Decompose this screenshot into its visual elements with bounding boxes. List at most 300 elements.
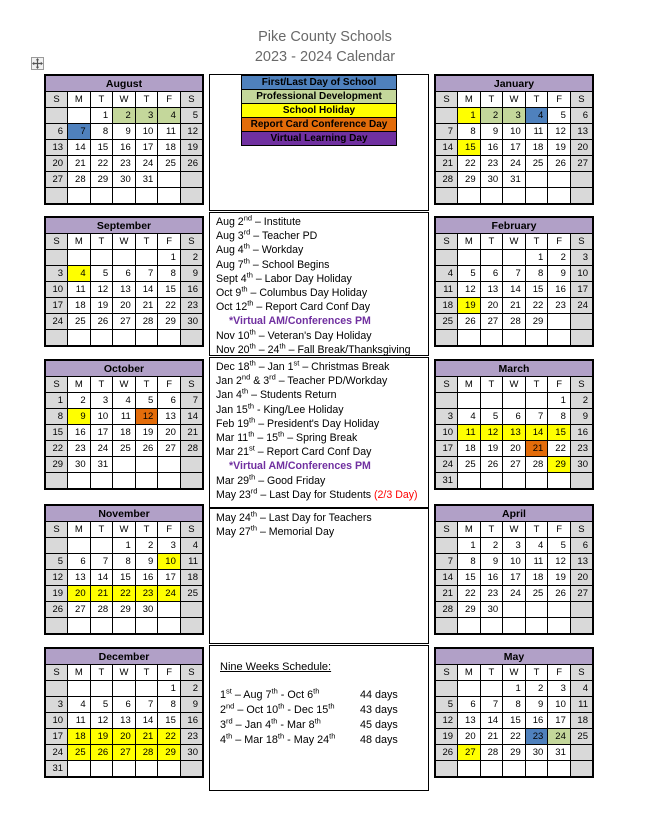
day-cell: 11 <box>68 713 91 729</box>
day-cell: 25 <box>158 156 181 172</box>
calendar-october <box>44 359 204 490</box>
month-grid <box>434 74 594 205</box>
empty-cell <box>180 330 203 347</box>
day-of-week-header: T <box>480 92 503 108</box>
nine-weeks-title: Nine Weeks Schedule: <box>220 661 332 673</box>
day-cell: 27 <box>113 745 136 761</box>
day-cell: 18 <box>458 441 481 457</box>
day-cell: 16 <box>548 282 571 298</box>
day-cell: 17 <box>45 729 68 745</box>
empty-cell <box>570 188 593 205</box>
day-of-week-header: W <box>503 522 526 538</box>
day-cell: 13 <box>570 554 593 570</box>
day-cell: 18 <box>525 570 548 586</box>
empty-cell <box>480 250 503 266</box>
day-cell: 11 <box>525 124 548 140</box>
empty-cell <box>158 618 181 635</box>
day-cell: 12 <box>435 713 458 729</box>
day-cell: 19 <box>45 586 68 602</box>
day-cell: 28 <box>435 172 458 188</box>
day-cell: 21 <box>180 425 203 441</box>
day-of-week-header: S <box>570 92 593 108</box>
day-cell: 17 <box>135 140 158 156</box>
nine-weeks-rows <box>220 688 428 748</box>
page-subtitle: 2023 - 2024 Calendar <box>254 49 396 65</box>
month-header: January <box>435 75 593 92</box>
day-cell: 12 <box>458 282 481 298</box>
day-cell: 5 <box>548 538 571 554</box>
day-cell: 12 <box>548 554 571 570</box>
day-cell: 15 <box>158 713 181 729</box>
empty-cell <box>458 250 481 266</box>
day-cell: 29 <box>525 314 548 330</box>
day-cell: 5 <box>90 697 113 713</box>
empty-cell <box>90 473 113 490</box>
empty-cell <box>548 473 571 490</box>
legend <box>241 75 397 146</box>
day-cell: 31 <box>135 172 158 188</box>
day-cell: 19 <box>458 298 481 314</box>
calendar-september <box>44 216 204 347</box>
day-of-week-header: S <box>180 234 203 250</box>
day-cell: 16 <box>570 425 593 441</box>
day-cell: 19 <box>435 729 458 745</box>
day-cell: 19 <box>90 298 113 314</box>
day-cell: 19 <box>548 140 571 156</box>
calendar-april <box>434 504 594 635</box>
calendar-december <box>44 647 204 778</box>
day-of-week-header: T <box>525 234 548 250</box>
month-header: February <box>435 217 593 234</box>
day-cell: 3 <box>135 108 158 124</box>
empty-cell <box>570 602 593 618</box>
day-cell: 12 <box>135 409 158 425</box>
events-box-end-of-year <box>209 508 429 644</box>
day-cell: 31 <box>503 172 526 188</box>
day-of-week-header: W <box>113 522 136 538</box>
day-cell: 11 <box>180 554 203 570</box>
day-cell: 21 <box>525 441 548 457</box>
event-line: Jan 4th – Students Return <box>216 386 337 402</box>
day-cell: 11 <box>435 282 458 298</box>
day-cell: 10 <box>45 282 68 298</box>
day-cell: 2 <box>570 393 593 409</box>
nine-weeks-days: 48 days <box>360 734 398 746</box>
day-cell: 16 <box>180 282 203 298</box>
day-of-week-header: F <box>158 92 181 108</box>
day-cell: 31 <box>90 457 113 473</box>
day-cell: 28 <box>90 602 113 618</box>
day-cell: 30 <box>480 602 503 618</box>
day-of-week-header: M <box>458 234 481 250</box>
month-header: April <box>435 505 593 522</box>
day-cell: 22 <box>90 156 113 172</box>
day-cell: 8 <box>525 266 548 282</box>
day-cell: 9 <box>548 266 571 282</box>
day-cell: 9 <box>180 266 203 282</box>
day-cell: 22 <box>113 586 136 602</box>
empty-cell <box>570 761 593 778</box>
day-cell: 28 <box>480 745 503 761</box>
day-cell: 27 <box>113 314 136 330</box>
day-of-week-header: S <box>435 665 458 681</box>
empty-cell <box>525 618 548 635</box>
day-of-week-header: F <box>548 665 571 681</box>
day-cell: 24 <box>45 314 68 330</box>
day-cell: 28 <box>503 314 526 330</box>
empty-cell <box>45 681 68 697</box>
day-cell: 23 <box>180 729 203 745</box>
day-cell: 22 <box>458 156 481 172</box>
events-list-fall <box>210 213 428 357</box>
empty-cell <box>548 172 571 188</box>
event-line: Aug 4th – Workday <box>216 241 304 257</box>
empty-cell <box>180 457 203 473</box>
day-cell: 14 <box>135 282 158 298</box>
empty-cell <box>45 188 68 205</box>
day-cell: 4 <box>525 108 548 124</box>
empty-cell <box>158 457 181 473</box>
event-line: May 27th – Memorial Day <box>216 523 335 539</box>
day-cell: 3 <box>90 393 113 409</box>
day-cell: 13 <box>68 570 91 586</box>
day-cell: 21 <box>68 156 91 172</box>
day-cell: 30 <box>570 457 593 473</box>
day-cell: 9 <box>570 409 593 425</box>
empty-cell <box>113 250 136 266</box>
empty-cell <box>458 473 481 490</box>
day-cell: 13 <box>113 282 136 298</box>
empty-cell <box>45 538 68 554</box>
day-cell: 19 <box>548 570 571 586</box>
day-cell: 20 <box>113 298 136 314</box>
day-cell: 11 <box>458 425 481 441</box>
events-box-fall <box>209 212 429 356</box>
day-cell: 15 <box>113 570 136 586</box>
day-cell: 27 <box>458 745 481 761</box>
day-cell: 2 <box>68 393 91 409</box>
day-cell: 6 <box>113 266 136 282</box>
day-of-week-header: S <box>180 92 203 108</box>
day-cell: 8 <box>458 554 481 570</box>
day-cell: 8 <box>45 409 68 425</box>
day-cell: 13 <box>45 140 68 156</box>
day-cell: 4 <box>68 266 91 282</box>
empty-cell <box>68 618 91 635</box>
day-cell: 14 <box>135 713 158 729</box>
calendar-november <box>44 504 204 635</box>
day-cell: 13 <box>480 282 503 298</box>
nine-weeks-days: 45 days <box>360 719 398 731</box>
day-cell: 20 <box>503 441 526 457</box>
day-cell: 2 <box>113 108 136 124</box>
day-cell: 20 <box>570 570 593 586</box>
day-cell: 12 <box>548 124 571 140</box>
month-header: September <box>45 217 203 234</box>
day-cell: 24 <box>503 156 526 172</box>
month-grid <box>44 647 204 778</box>
day-cell: 21 <box>90 586 113 602</box>
empty-cell <box>503 393 526 409</box>
day-cell: 25 <box>435 314 458 330</box>
day-cell: 12 <box>480 425 503 441</box>
day-cell: 5 <box>135 393 158 409</box>
day-cell: 19 <box>480 441 503 457</box>
day-cell: 22 <box>45 441 68 457</box>
day-cell: 2 <box>480 108 503 124</box>
day-cell: 11 <box>68 282 91 298</box>
empty-cell <box>548 314 571 330</box>
day-cell: 4 <box>113 393 136 409</box>
day-cell: 8 <box>458 124 481 140</box>
day-cell: 1 <box>158 250 181 266</box>
day-cell: 28 <box>135 745 158 761</box>
day-cell: 18 <box>570 713 593 729</box>
day-of-week-header: F <box>548 234 571 250</box>
day-cell: 6 <box>113 697 136 713</box>
day-cell: 13 <box>458 713 481 729</box>
day-cell: 11 <box>570 697 593 713</box>
day-cell: 4 <box>68 697 91 713</box>
day-cell: 26 <box>435 745 458 761</box>
legend-item-first-last: First/Last Day of School <box>241 75 397 90</box>
day-cell: 29 <box>90 172 113 188</box>
day-cell: 2 <box>525 681 548 697</box>
month-header: March <box>435 360 593 377</box>
month-grid <box>44 216 204 347</box>
day-cell: 9 <box>135 554 158 570</box>
day-cell: 6 <box>570 108 593 124</box>
day-cell: 29 <box>45 457 68 473</box>
day-cell: 14 <box>503 282 526 298</box>
day-cell: 8 <box>548 409 571 425</box>
day-of-week-header: M <box>68 665 91 681</box>
day-cell: 21 <box>135 729 158 745</box>
day-of-week-header: T <box>135 92 158 108</box>
day-cell: 2 <box>480 538 503 554</box>
day-cell: 3 <box>548 681 571 697</box>
empty-cell <box>68 473 91 490</box>
empty-cell <box>113 188 136 205</box>
day-cell: 18 <box>180 570 203 586</box>
month-header: August <box>45 75 203 92</box>
day-cell: 28 <box>135 314 158 330</box>
day-cell: 19 <box>135 425 158 441</box>
day-cell: 5 <box>90 266 113 282</box>
nine-weeks-days: 43 days <box>360 704 398 716</box>
day-cell: 20 <box>113 729 136 745</box>
day-cell: 16 <box>480 570 503 586</box>
empty-cell <box>503 602 526 618</box>
day-cell: 5 <box>45 554 68 570</box>
day-cell: 18 <box>68 729 91 745</box>
empty-cell <box>458 761 481 778</box>
day-of-week-header: T <box>480 377 503 393</box>
day-of-week-header: S <box>435 522 458 538</box>
day-cell: 18 <box>435 298 458 314</box>
day-of-week-header: F <box>548 92 571 108</box>
event-line: Sept 4th – Labor Day Holiday <box>216 270 352 285</box>
day-cell: 18 <box>525 140 548 156</box>
empty-cell <box>570 618 593 635</box>
day-cell: 13 <box>113 713 136 729</box>
legend-item-virtual: Virtual Learning Day <box>241 131 397 146</box>
day-of-week-header: M <box>458 522 481 538</box>
day-of-week-header: M <box>458 92 481 108</box>
day-of-week-header: T <box>480 522 503 538</box>
day-cell: 11 <box>113 409 136 425</box>
day-cell: 20 <box>158 425 181 441</box>
empty-cell <box>435 393 458 409</box>
events-list-end-of-year <box>210 509 428 539</box>
day-cell: 29 <box>458 172 481 188</box>
empty-cell <box>435 618 458 635</box>
day-cell: 20 <box>458 729 481 745</box>
empty-cell <box>525 330 548 347</box>
day-of-week-header: S <box>180 377 203 393</box>
nine-weeks-box <box>209 645 429 791</box>
month-grid <box>434 504 594 635</box>
day-cell: 25 <box>180 586 203 602</box>
day-cell: 30 <box>180 314 203 330</box>
month-grid <box>44 359 204 490</box>
empty-cell <box>503 761 526 778</box>
day-of-week-header: S <box>435 377 458 393</box>
day-cell: 31 <box>45 761 68 778</box>
day-of-week-header: S <box>45 234 68 250</box>
day-cell: 17 <box>503 140 526 156</box>
day-cell: 13 <box>158 409 181 425</box>
empty-cell <box>435 681 458 697</box>
event-line: Aug 2nd – Institute <box>216 213 301 228</box>
day-cell: 23 <box>68 441 91 457</box>
day-cell: 4 <box>435 266 458 282</box>
day-of-week-header: F <box>158 665 181 681</box>
nine-weeks-row <box>220 718 428 733</box>
day-cell: 6 <box>158 393 181 409</box>
day-cell: 25 <box>570 729 593 745</box>
day-cell: 1 <box>113 538 136 554</box>
empty-cell <box>113 761 136 778</box>
empty-cell <box>45 330 68 347</box>
empty-cell <box>458 188 481 205</box>
day-cell: 5 <box>435 697 458 713</box>
day-cell: 13 <box>503 425 526 441</box>
day-cell: 26 <box>135 441 158 457</box>
day-cell: 6 <box>570 538 593 554</box>
day-cell: 10 <box>45 713 68 729</box>
partial-day-note: (2/3 Day) <box>374 488 418 501</box>
day-cell: 22 <box>458 586 481 602</box>
day-cell: 14 <box>68 140 91 156</box>
day-cell: 17 <box>503 570 526 586</box>
empty-cell <box>135 473 158 490</box>
day-cell: 10 <box>503 554 526 570</box>
day-cell: 22 <box>158 729 181 745</box>
day-of-week-header: F <box>158 234 181 250</box>
empty-cell <box>503 618 526 635</box>
day-of-week-header: W <box>503 377 526 393</box>
day-cell: 26 <box>90 314 113 330</box>
empty-cell <box>90 538 113 554</box>
day-of-week-header: T <box>525 92 548 108</box>
empty-cell <box>90 250 113 266</box>
day-cell: 7 <box>135 697 158 713</box>
day-cell: 5 <box>548 108 571 124</box>
day-cell: 30 <box>113 172 136 188</box>
day-cell: 4 <box>525 538 548 554</box>
day-cell: 1 <box>158 681 181 697</box>
empty-cell <box>503 250 526 266</box>
page-title: Pike County Schools <box>258 29 392 45</box>
day-cell: 5 <box>480 409 503 425</box>
day-cell: 15 <box>90 140 113 156</box>
day-cell: 1 <box>503 681 526 697</box>
empty-cell <box>435 330 458 347</box>
day-cell: 20 <box>68 586 91 602</box>
day-cell: 30 <box>180 745 203 761</box>
day-cell: 29 <box>458 602 481 618</box>
day-cell: 14 <box>90 570 113 586</box>
day-cell: 3 <box>570 250 593 266</box>
empty-cell <box>525 602 548 618</box>
event-line: Mar 11th – 15th – Spring Break <box>216 429 358 445</box>
day-cell: 3 <box>45 697 68 713</box>
empty-cell <box>570 330 593 347</box>
empty-cell <box>503 330 526 347</box>
day-cell: 30 <box>68 457 91 473</box>
calendar-march <box>434 359 594 490</box>
day-cell: 24 <box>435 457 458 473</box>
day-cell: 1 <box>458 538 481 554</box>
empty-cell <box>458 393 481 409</box>
empty-cell <box>90 330 113 347</box>
day-cell: 27 <box>503 457 526 473</box>
day-cell: 25 <box>525 156 548 172</box>
day-of-week-header: T <box>525 665 548 681</box>
day-cell: 17 <box>45 298 68 314</box>
day-cell: 6 <box>480 266 503 282</box>
day-cell: 22 <box>548 441 571 457</box>
day-cell: 17 <box>435 441 458 457</box>
day-of-week-header: M <box>68 234 91 250</box>
nine-weeks-row <box>220 703 428 718</box>
day-of-week-header: T <box>90 665 113 681</box>
nine-weeks-term: 1st – Aug 7th - Oct 6th <box>220 686 320 701</box>
day-cell: 29 <box>548 457 571 473</box>
empty-cell <box>180 172 203 188</box>
empty-cell <box>135 250 158 266</box>
day-cell: 15 <box>45 425 68 441</box>
empty-cell <box>135 761 158 778</box>
day-cell: 28 <box>180 441 203 457</box>
day-cell: 15 <box>503 713 526 729</box>
day-cell: 7 <box>135 266 158 282</box>
day-cell: 7 <box>90 554 113 570</box>
day-cell: 1 <box>548 393 571 409</box>
empty-cell <box>68 330 91 347</box>
day-cell: 10 <box>158 554 181 570</box>
day-cell: 9 <box>480 124 503 140</box>
empty-cell <box>548 618 571 635</box>
month-header: December <box>45 648 203 665</box>
empty-cell <box>570 314 593 330</box>
day-cell: 6 <box>68 554 91 570</box>
empty-cell <box>480 393 503 409</box>
day-of-week-header: T <box>90 234 113 250</box>
day-cell: 3 <box>45 266 68 282</box>
empty-cell <box>45 108 68 124</box>
